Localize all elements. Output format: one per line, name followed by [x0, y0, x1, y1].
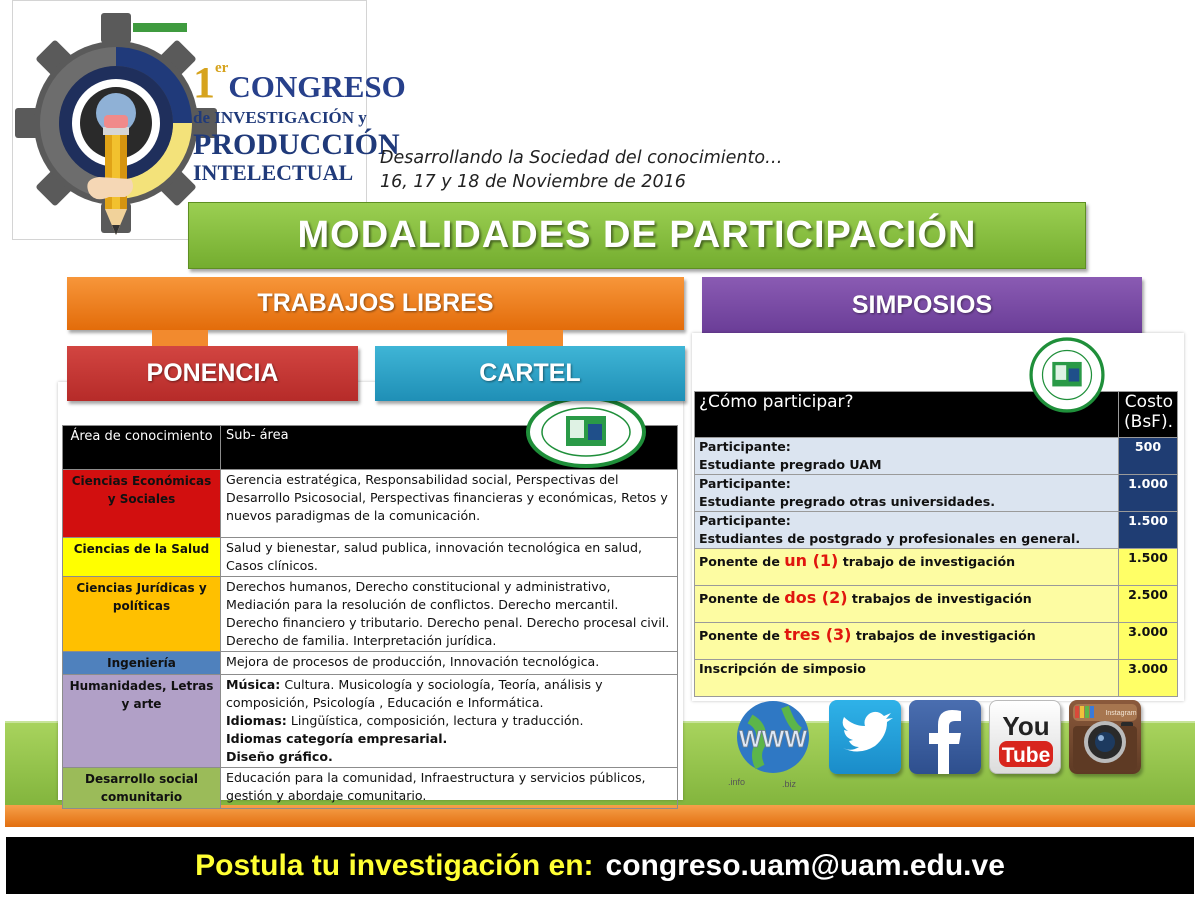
- symposium-registration-cell: Inscripción de simposio: [695, 660, 1119, 697]
- connector-cartel: [507, 330, 563, 346]
- costs-panel: [692, 333, 1184, 701]
- logo-line1: CONGRESO: [228, 69, 406, 104]
- logo-ordinal-sup: er: [215, 60, 229, 76]
- musica-text: Cultura. Musicología y sociología, Teoría, análisis y composición, Psicología , Educación e Informática.: [226, 677, 603, 710]
- idiomas-category: Idiomas categoría empresarial.: [226, 731, 448, 746]
- area-cell: Desarrollo social comunitario: [63, 768, 221, 809]
- subarea-cell: Derechos humanos, Derecho constitucional y administrativo, Mediación para la resolución de conflictos. Derecho mercantil. Derecho financiero y tributario. Derecho penal. Derecho procesal civil. Derecho de familia. Interpretación jurídica.: [221, 577, 678, 652]
- cartel-header: CARTEL: [375, 346, 685, 401]
- presenter-type-cell: [695, 549, 1119, 586]
- header-subarea: Sub- área: [221, 426, 678, 470]
- cost-cell: 3.000: [1119, 623, 1178, 660]
- cost-cell: 2.500: [1119, 586, 1178, 623]
- connector-ponencia: [152, 330, 208, 346]
- instagram-icon: [1069, 700, 1141, 774]
- table-row: [63, 577, 678, 652]
- presenter-prefix: Ponente de: [699, 591, 785, 606]
- participant-desc: Estudiante pregrado UAM: [699, 457, 882, 472]
- tagline: [380, 146, 783, 194]
- subarea-cell: Educación para la comunidad, Infraestructura y servicios públicos, gestión y abordaje comunitario.: [221, 768, 678, 809]
- logo-line4: INTELECTUAL: [193, 160, 354, 185]
- facebook-icon: [909, 700, 981, 774]
- area-cell: Humanidades, Letras y arte: [63, 675, 221, 768]
- submission-footer: [6, 837, 1194, 894]
- participant-label: Participante:: [699, 513, 791, 528]
- cost-cell: 1.500: [1119, 549, 1178, 586]
- work-count-highlight: un (1): [784, 551, 839, 570]
- subarea-cell: Mejora de procesos de producción, Innovación tecnológica.: [221, 652, 678, 675]
- www-biz: .biz: [782, 779, 797, 789]
- area-cell: Ciencias Económicas y Sociales: [63, 470, 221, 538]
- participant-desc: Estudiante pregrado otras universidades.: [699, 494, 996, 509]
- ponencia-header: PONENCIA: [67, 346, 358, 401]
- header-how-to-participate: ¿Cómo participar?: [695, 392, 1119, 438]
- youtube-icon: [990, 701, 1062, 775]
- table-row: [63, 652, 678, 675]
- header-area: Área de conocimiento: [63, 426, 221, 470]
- table-row: [695, 660, 1178, 697]
- presenter-type-cell: [695, 623, 1119, 660]
- table-row: [63, 470, 678, 538]
- area-cell: Ingeniería: [63, 652, 221, 675]
- congress-name: [193, 58, 406, 185]
- www-label: WWW: [739, 726, 807, 753]
- area-cell: Ciencias de la Salud: [63, 538, 221, 577]
- table-row: [695, 623, 1178, 660]
- page-title-banner: [188, 202, 1086, 269]
- cost-cell: 1.000: [1119, 475, 1178, 512]
- logo-ordinal: 1: [193, 58, 215, 107]
- contact-email-link[interactable]: congreso.uam@uam.edu.ve: [605, 848, 1005, 882]
- table-row: [695, 586, 1178, 623]
- presenter-suffix: trabajos de investigación: [847, 591, 1032, 606]
- youtube-you: You: [1002, 711, 1050, 741]
- twitter-button[interactable]: [829, 700, 901, 774]
- participant-desc: Estudiantes de postgrado y profesionales en general.: [699, 531, 1081, 546]
- work-count-highlight: dos (2): [784, 588, 848, 607]
- header-cost: Costo (BsF).: [1119, 392, 1178, 438]
- facebook-button[interactable]: [909, 700, 981, 774]
- table-row: [63, 675, 678, 768]
- participant-type-cell: [695, 512, 1119, 549]
- musica-label: Música:: [226, 677, 281, 692]
- cost-cell: 1.500: [1119, 512, 1178, 549]
- presenter-suffix: trabajo de investigación: [838, 554, 1016, 569]
- work-count-highlight: tres (3): [784, 625, 852, 644]
- subarea-cell: Salud y bienestar, salud publica, innovación tecnológica en salud, Casos clínicos.: [221, 538, 678, 577]
- idiomas-label: Idiomas:: [226, 713, 287, 728]
- presenter-type-cell: [695, 586, 1119, 623]
- logo-line2: de INVESTIGACIÓN y: [193, 108, 367, 127]
- participation-costs-table: [694, 391, 1178, 697]
- area-cell: Ciencias Jurídicas y políticas: [63, 577, 221, 652]
- presenter-prefix: Ponente de: [699, 628, 785, 643]
- youtube-tube: Tube: [1001, 744, 1051, 767]
- participant-label: Participante:: [699, 476, 791, 491]
- university-seal-icon: [526, 396, 646, 468]
- table-row: [695, 549, 1178, 586]
- website-link[interactable]: [728, 697, 816, 789]
- youtube-button[interactable]: [989, 700, 1061, 774]
- globe-www-icon: [730, 697, 816, 779]
- table-row: [695, 475, 1178, 512]
- simposios-header: SIMPOSIOS: [702, 277, 1142, 333]
- page-title: MODALIDADES DE PARTICIPACIÓN: [297, 214, 977, 256]
- presenter-suffix: trabajos de investigación: [851, 628, 1036, 643]
- trabajos-libres-header: TRABAJOS LIBRES: [67, 277, 684, 330]
- logo-line3: PRODUCCIÓN: [193, 128, 400, 161]
- tagline-line1: Desarrollando la Sociedad del conocimiento…: [380, 148, 783, 168]
- table-row: [63, 538, 678, 577]
- participant-label: Participante:: [699, 439, 791, 454]
- www-info: .info: [728, 777, 746, 787]
- university-seal-icon: [1018, 337, 1116, 413]
- idiomas-text: Lingüística, composición, lectura y traducción.: [286, 713, 584, 728]
- cost-cell: 500: [1119, 438, 1178, 475]
- diseno-grafico: Diseño gráfico.: [226, 749, 333, 764]
- presenter-prefix: Ponente de: [699, 554, 785, 569]
- instagram-button[interactable]: [1069, 700, 1141, 774]
- participant-type-cell: [695, 438, 1119, 475]
- participant-type-cell: [695, 475, 1119, 512]
- knowledge-areas-panel: [58, 382, 683, 804]
- instagram-label: Instagram: [1105, 710, 1137, 717]
- knowledge-areas-table: [62, 425, 678, 809]
- table-row: [695, 438, 1178, 475]
- subarea-cell: Gerencia estratégica, Responsabilidad social, Perspectivas del Desarrollo Psicosocial, Perspectivas financieras y económicas, Retos y nuevos paradigmas de la comunicación.: [221, 470, 678, 538]
- tagline-dates: 16, 17 y 18 de Noviembre de 2016: [380, 172, 686, 192]
- table-row: [695, 512, 1178, 549]
- cost-cell: 3.000: [1119, 660, 1178, 697]
- subarea-cell: [221, 675, 678, 768]
- table-row: [63, 768, 678, 809]
- twitter-icon: [829, 700, 901, 774]
- submit-label: Postula tu investigación en:: [195, 848, 594, 882]
